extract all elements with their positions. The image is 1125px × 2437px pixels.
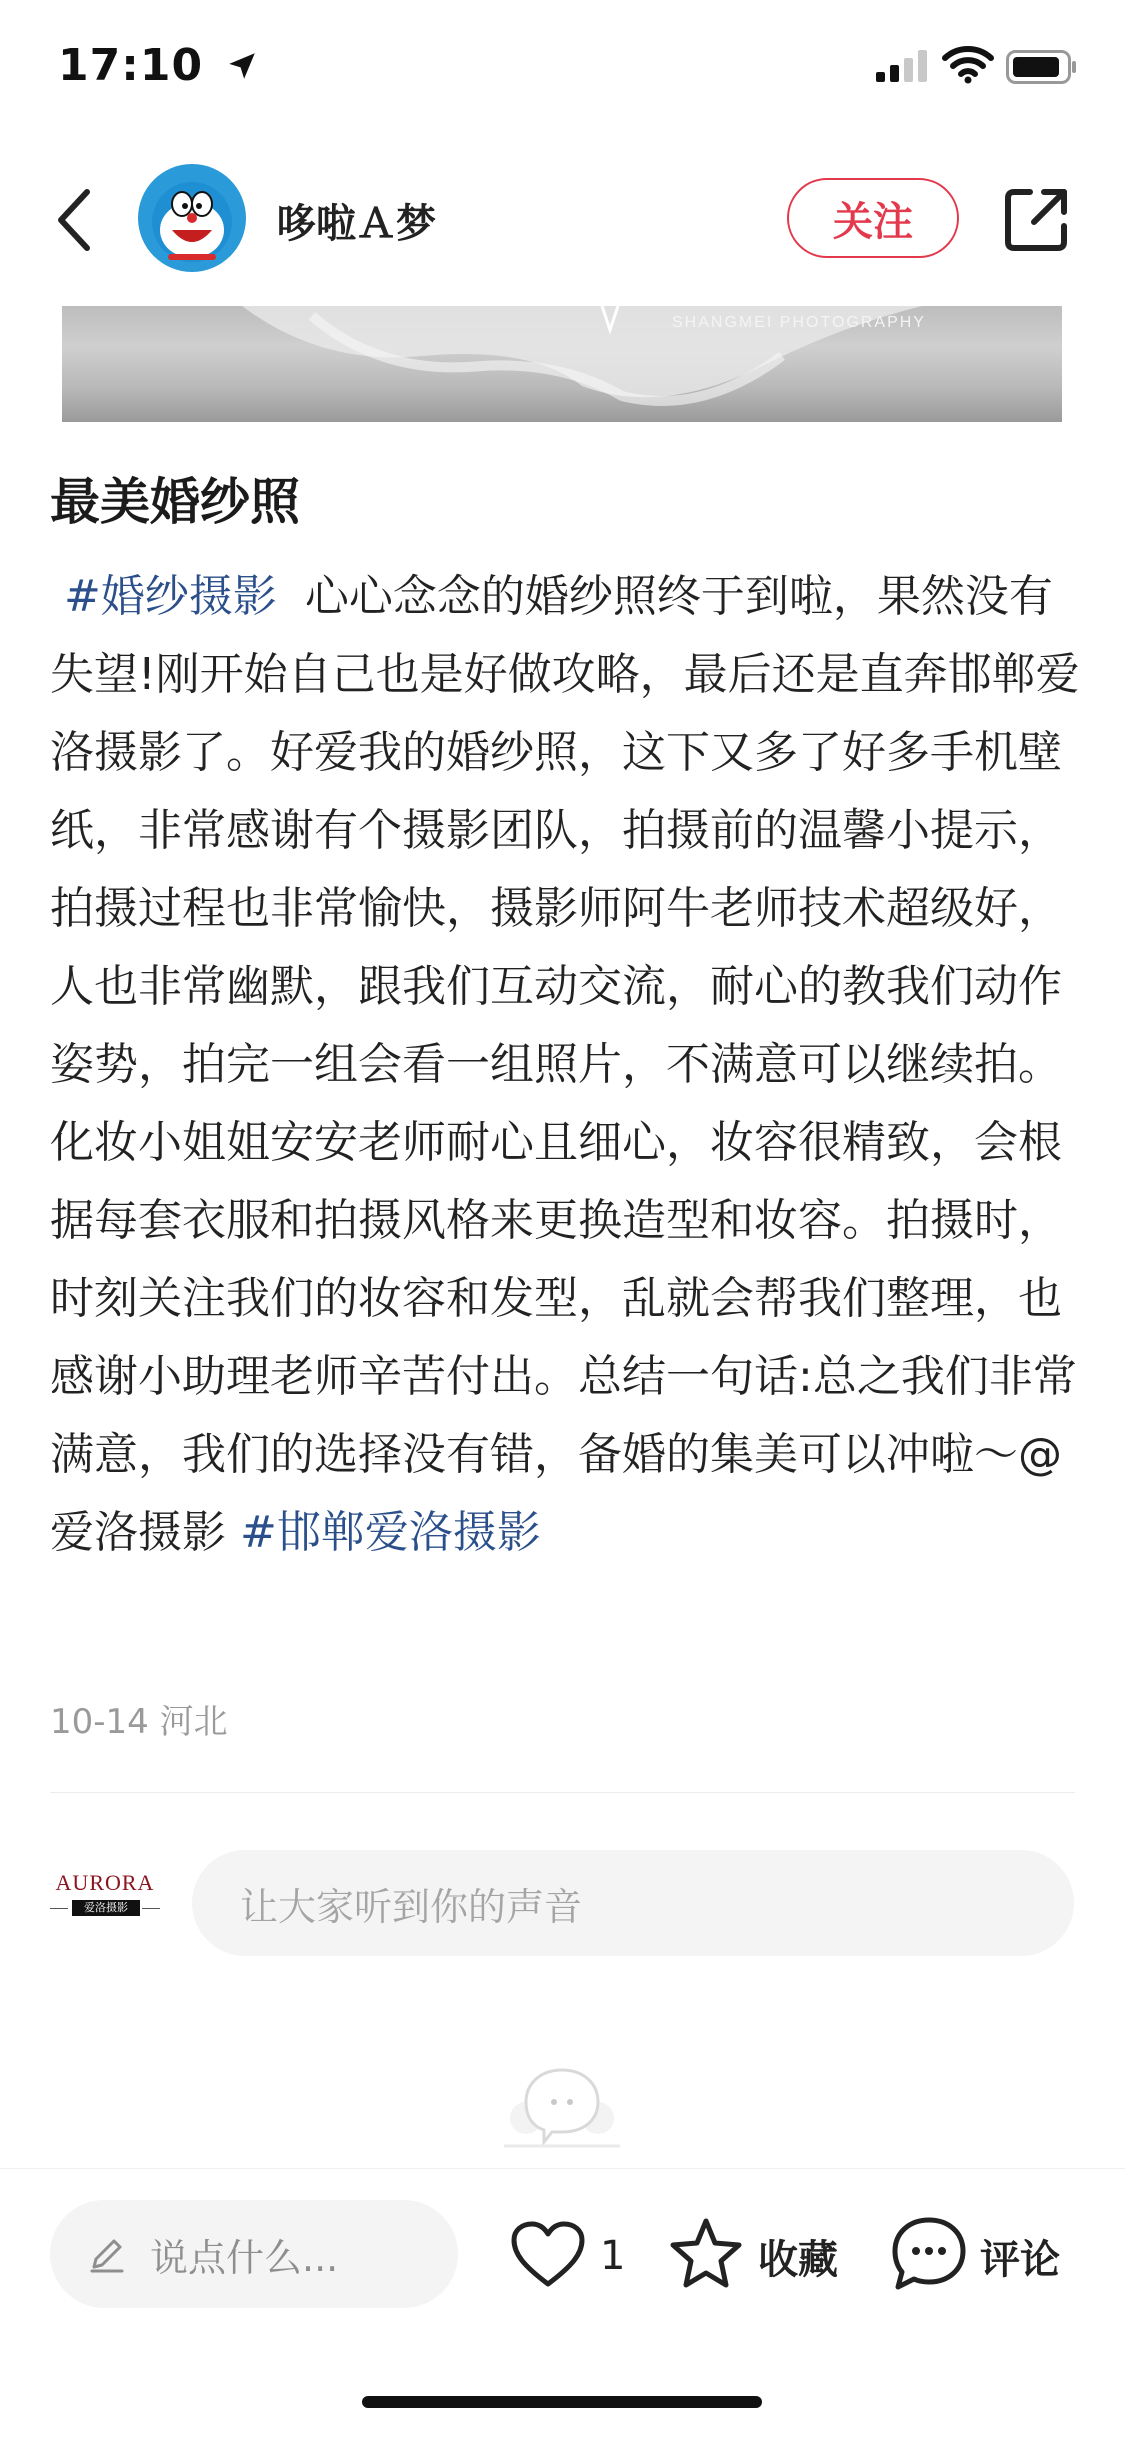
location-arrow-icon xyxy=(225,43,259,94)
back-icon xyxy=(55,188,95,256)
battery-icon xyxy=(1006,50,1078,88)
like-button[interactable] xyxy=(510,2220,625,2292)
say-placeholder: 说点什么... xyxy=(150,2235,339,2280)
comment-button[interactable] xyxy=(890,2216,1060,2296)
status-time xyxy=(58,40,259,94)
home-indicator xyxy=(362,2396,762,2408)
heart-icon xyxy=(510,2220,586,2292)
post-image[interactable] xyxy=(62,306,1062,422)
time-text: 17:10 xyxy=(58,40,204,91)
brand-logo-sub: 爱洛摄影 xyxy=(72,1900,140,1916)
comment-input[interactable]: 让大家听到你的声音 xyxy=(192,1850,1074,1956)
photo-watermark: SHANGMEI PHOTOGRAPHY xyxy=(672,314,926,331)
avatar[interactable] xyxy=(138,164,246,272)
favorite-label: 收藏 xyxy=(758,2236,838,2283)
comment-label: 评论 xyxy=(980,2236,1060,2283)
post-location: 河北 xyxy=(159,1702,228,1742)
like-count: 1 xyxy=(600,2233,626,2279)
post-title: 最美婚纱照 xyxy=(50,473,300,531)
empty-comments-icon xyxy=(500,2060,624,2160)
brand-logo xyxy=(50,1870,160,1930)
hashtag-handan-aurora[interactable]: #邯郸爱洛摄影 xyxy=(240,1507,541,1558)
divider xyxy=(50,1792,1075,1793)
pen-icon xyxy=(88,2235,126,2273)
star-icon xyxy=(668,2217,744,2295)
signal-icon xyxy=(876,50,932,86)
share-icon xyxy=(1000,241,1072,260)
post-meta xyxy=(50,1694,228,1743)
post-date: 10-14 xyxy=(50,1702,149,1742)
say-something-input[interactable] xyxy=(50,2200,458,2308)
comment-bubble-icon xyxy=(890,2215,968,2297)
brand-logo-text: AURORA xyxy=(55,1870,155,1895)
favorite-button[interactable] xyxy=(668,2218,838,2294)
wifi-icon xyxy=(942,46,994,88)
username[interactable]: 哆啦Ａ梦 xyxy=(276,201,436,247)
follow-button[interactable]: 关注 xyxy=(787,178,959,258)
share-button[interactable] xyxy=(1000,184,1072,256)
post-body xyxy=(50,558,1080,1572)
back-button[interactable] xyxy=(40,182,110,262)
post-body-text: 心心念念的婚纱照终于到啦，果然没有失望!刚开始自己也是好做攻略，最后还是直奔邯郸爱洛摄影了。好爱我的婚纱照，这下又多了好多手机壁纸，非常感谢有个摄影团队，拍摄前的温馨小提示，拍摄过程也非常愉快，摄影师阿牛老师技术超级好，人也非常幽默，跟我们互动交流，耐心的教我们动作姿势，拍完一组会看一组照片，不满意可以继续拍。化妆小姐姐安安老师耐心且细心，妆容很精致，会根据每套衣服和拍摄风格来更换造型和妆容。拍摄时，时刻关注我们的妆容和发型，乱就会帮我们整理，也感谢小助理老师辛苦付出。总结一句话:总之我们非常满意，我们的选择没有错，备婚的集美可以冲啦～@爱洛摄影 xyxy=(50,571,1080,1558)
hashtag-wedding-photo[interactable]: #婚纱摄影 xyxy=(64,571,277,622)
